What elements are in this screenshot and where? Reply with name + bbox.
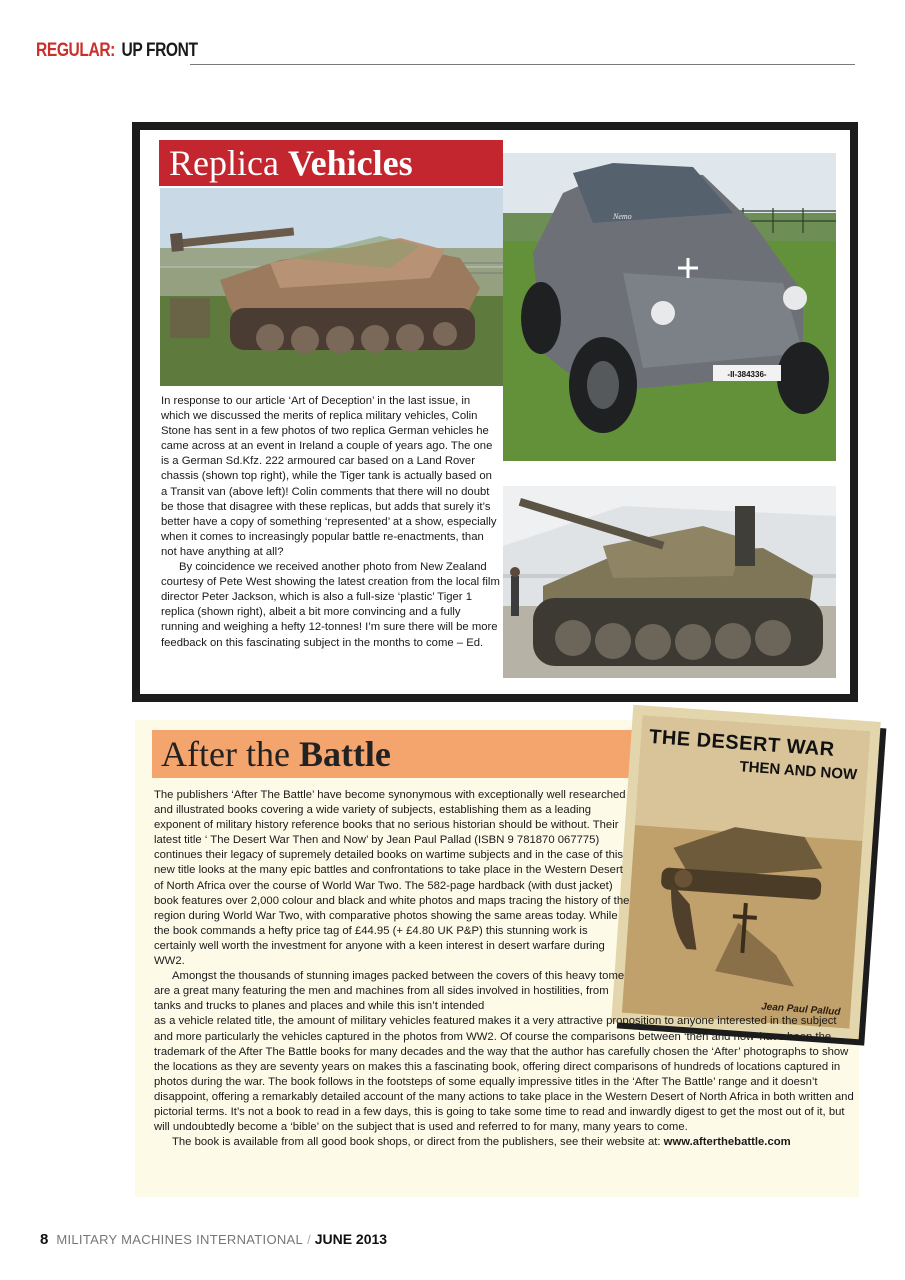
battle-paragraph-3-text: The book is available from all good book shops, or direct from the publishers, see their website at: bbox=[172, 1136, 664, 1149]
section-tag bbox=[36, 40, 198, 62]
title-bold: Battle bbox=[298, 734, 391, 774]
title-bold: Vehicles bbox=[287, 143, 413, 183]
armoured-car-plate: -II-384336- bbox=[727, 370, 767, 379]
after-the-battle-text bbox=[154, 788, 854, 1150]
page-number: 8 bbox=[40, 1231, 49, 1248]
footer-separator: / bbox=[307, 1232, 311, 1247]
replica-paragraph-1: In response to our article ‘Art of Deception’ in the last issue, in which we discussed the merits of replica military vehicles, Colin Stone has sent in a few photos of two replica German vehicles he came across at an event in Ireland a couple of years ago. The one is a German Sd.Kfz. 222 armoured car based on a Land Rover chassis (shown top right), while the Tiger tank is actually based on a Transit van (above left)! Colin comments that there will no doubt be those that disagree with these replicas, but adds that surely it’s better have a copy of something ‘represented’ at a show, especially when it comes to increasingly popular battle re-enactments, than not have anything at all? bbox=[161, 395, 497, 558]
title-light: After the bbox=[161, 734, 290, 774]
book-author: Jean Paul Pallud bbox=[760, 1001, 841, 1018]
page-footer bbox=[40, 1230, 387, 1249]
issue-date: JUNE 2013 bbox=[314, 1231, 388, 1247]
magazine-name: MILITARY MACHINES INTERNATIONAL bbox=[56, 1232, 304, 1247]
armoured-car-photo bbox=[503, 153, 836, 461]
title-light: Replica bbox=[169, 143, 279, 183]
header-rule bbox=[190, 64, 855, 65]
replica-paragraph-2: By coincidence we received another photo from New Zealand courtesy of Pete West showing the latest creation from the local film director Peter Jackson, which is also a full-size ‘plastic’ Tiger 1 replica (shown right), albeit a bit more convincing and a fully running and weighing a hefty 12-tonnes! I’m sure there will be more feedback on this fascinating subject in the months to come – Ed. bbox=[161, 561, 500, 649]
section-label: REGULAR: bbox=[36, 40, 115, 61]
tiger-replica-photo bbox=[160, 188, 503, 386]
book-title-line-1: THE DESERT WAR bbox=[648, 725, 836, 761]
after-the-battle-title bbox=[152, 730, 708, 778]
battle-paragraph-1: The publishers ‘After The Battle’ have become synonymous with exceptionally well researched and illustrated books covering a wide variety of subjects, establishing them as a leading exponent of military history reference books that no serious historian should be without. Their latest title ‘ The Desert War Then and Now’ by Jean Paul Pallad (ISBN 9 781870 067775) continues their legacy of supremely detailed books on wartime subjects and in the case of this new title looks at the many epic battles and confrontations to take place in the Western Desert of North Africa over the course of World War Two. The 582-page hardback (with dust jacket) book features over 2,000 colour and black and white photos and maps tracing the history of the region during World War Two, with comparative photos showing the same areas today. While the book commands a hefty price tag of £44.95 (+ £4.80 UK P&P) this stunning work is certainly well worth the investment for anyone with a keen interest in desert warfare during WW2. bbox=[154, 789, 630, 968]
publisher-website-link[interactable]: www.afterthebattle.com bbox=[663, 1136, 791, 1149]
book-title-line-2: THEN AND NOW bbox=[738, 758, 858, 784]
battle-paragraph-2-wide: as a vehicle related title, the amount of military vehicles featured makes it a very attractive proposition to anyone interested in the subject and more particularly the vehicles captured in the photos from WW2. Of course the comparisons between ‘then and now’ have been the trademark of the After The Battle books for many decades and the way that the author has carefully chosen the ‘After’ photographs to show the locations as they are seventy years on makes this a fascinating book, offering direct comparisons of hundreds of locations captured in photos during the war. The book follows in the footsteps of some equally impressive titles in the ‘After The Battle’ range and it doesn’t disappoint, offering a remarkably detailed account of the many actions to take place in the Western Desert of North Africa in both written and pictorial terms. It’s not a book to read in a few days, this is going to take some time to read and inwardly digest to get the most out of it, but will undoubtedly become a ‘bible’ on the subject that is used and referred to for many, many years to come. bbox=[154, 1015, 854, 1134]
subsection-label: UP FRONT bbox=[121, 40, 198, 61]
armoured-car-name: Nemo bbox=[613, 212, 632, 221]
replica-vehicles-title bbox=[159, 140, 503, 186]
battle-paragraph-2-narrow: Amongst the thousands of stunning images packed between the covers of this heavy tome are a great many featuring the men and machines from all sides involved in hostilities, from tanks and trucks to planes and places and while this isn’t intended bbox=[154, 970, 625, 1013]
battle-paragraph-3 bbox=[154, 1135, 854, 1150]
tiger-1-replica-photo bbox=[503, 486, 836, 678]
replica-vehicles-text bbox=[161, 394, 501, 651]
